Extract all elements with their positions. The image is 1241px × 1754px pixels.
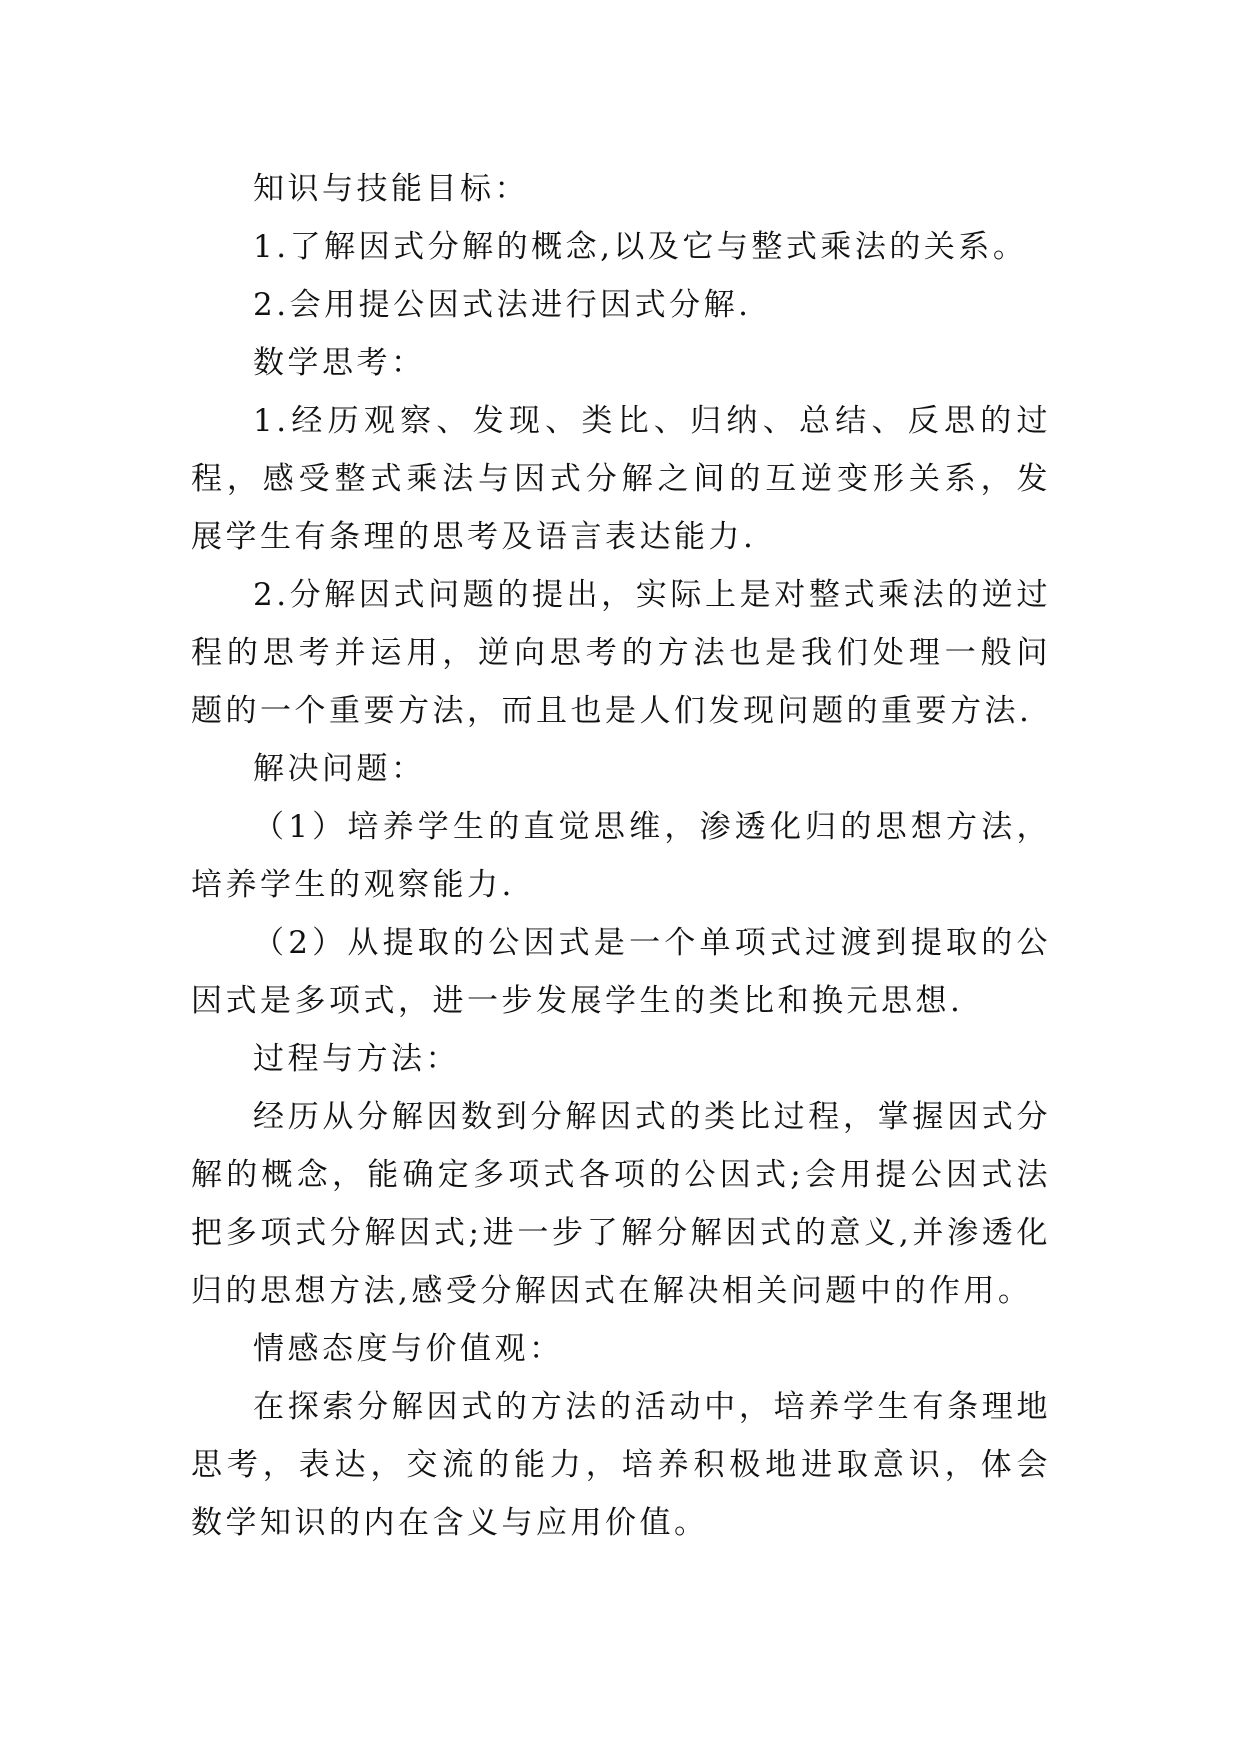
paragraph: 在探索分解因式的方法的活动中，培养学生有条理地思考，表达，交流的能力，培养积极地进取意识，体会数学知识的内在含义与应用价值。: [191, 1389, 1051, 1541]
document-body: [191, 160, 1051, 1552]
paragraph: 1.了解因式分解的概念,以及它与整式乘法的关系。: [253, 229, 1028, 265]
section-heading-knowledge-skills: 知识与技能目标：: [253, 171, 529, 207]
section-heading-problem-solving: 解决问题：: [253, 751, 426, 787]
paragraph: （1）培养学生的直觉思维，渗透化归的思想方法，培养学生的观察能力.: [191, 809, 1051, 903]
section-heading-attitudes-values: 情感态度与价值观：: [253, 1331, 564, 1367]
paragraph: （2）从提取的公因式是一个单项式过渡到提取的公因式是多项式，进一步发展学生的类比和换元思想.: [191, 925, 1051, 1019]
paragraph: 经历从分解因数到分解因式的类比过程，掌握因式分解的概念，能确定多项式各项的公因式;会用提公因式法把多项式分解因式;进一步了解分解因式的意义,并渗透化归的思想方法,感受分解因式在解决相关问题中的作用。: [191, 1099, 1051, 1309]
paragraph: 2.分解因式问题的提出，实际上是对整式乘法的逆过程的思考并运用，逆向思考的方法也是我们处理一般问题的一个重要方法，而且也是人们发现问题的重要方法.: [191, 577, 1051, 729]
paragraph: 1.经历观察、发现、类比、归纳、总结、反思的过程，感受整式乘法与因式分解之间的互逆变形关系，发展学生有条理的思考及语言表达能力.: [191, 403, 1051, 555]
section-heading-math-thinking: 数学思考：: [253, 345, 426, 381]
paragraph: 2.会用提公因式法进行因式分解.: [253, 287, 752, 323]
section-heading-process-methods: 过程与方法：: [253, 1041, 460, 1077]
